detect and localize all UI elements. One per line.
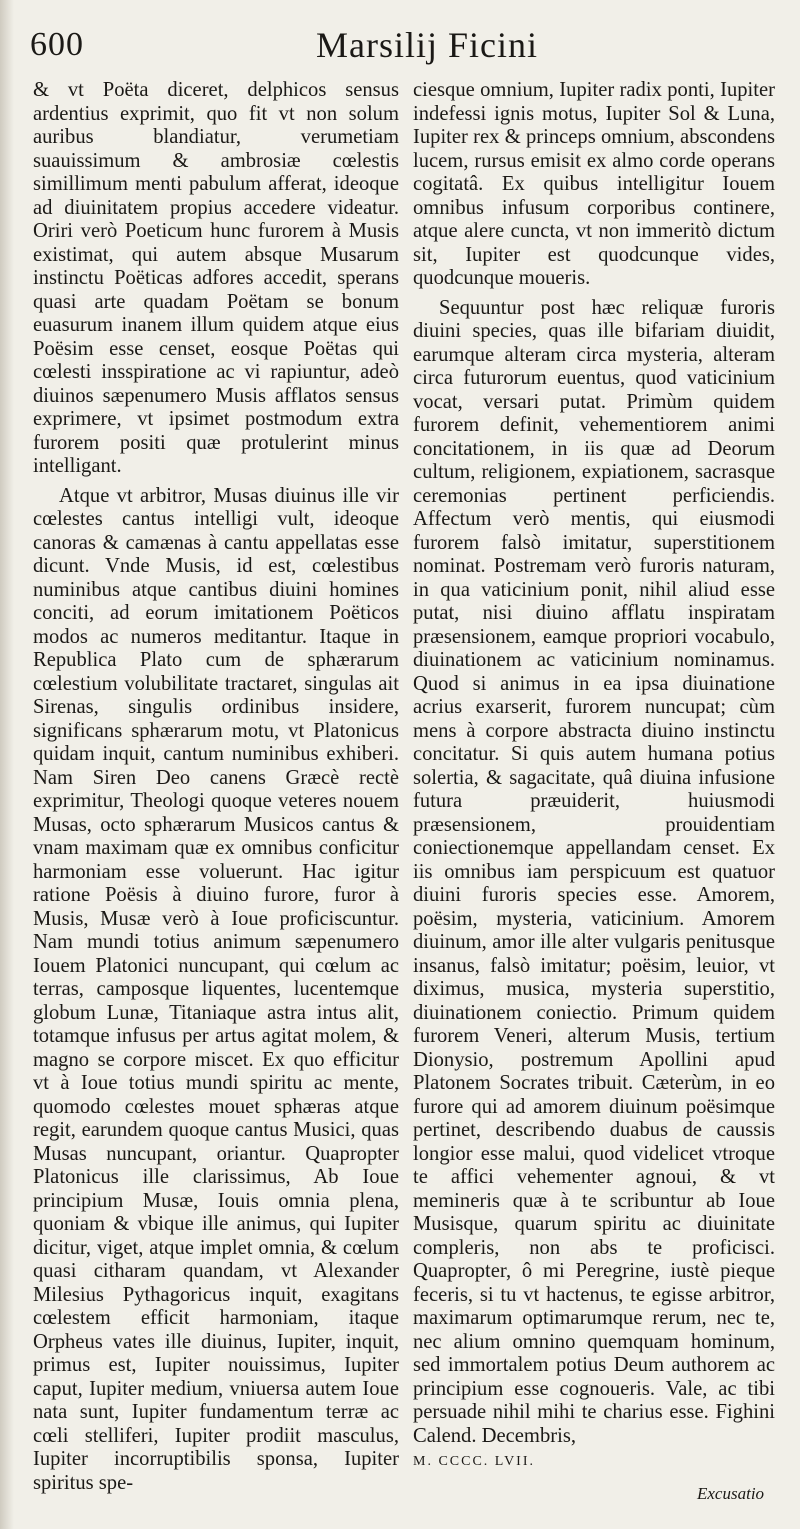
catchword: Excusatio [697, 1484, 765, 1503]
date-line: M. CCCC. LVII. [413, 1454, 536, 1469]
left-paragraph-2: Atque vt arbitror, Musas diuinus ille vir cœlestes cantus intelligi vult, ideoque canoras & camænas à cantu appellatas esse dicunt. Vnde Musis, id est, cœlestibus numinibus atque cantibus diuini homines conciti, ad eorum imitationem Poëticos modos ac numeros meditantur. Itaque in Republica Plato cum de sphærarum cœlestium volubilitate tractaret, singulas ait Sirenas, singulis ordinibus insidere, significans sphærarum motu, vt Platonicus quidam inquit, cantum numinibus exhiberi. Nam Siren Deo canens Græcè rectè exprimitur, Theologi quoque veteres nouem Musas, octo sphærarum Musicos cantus & vnam maximam quæ ex omnibus conficitur harmoniam esse voluerunt. Hac igitur ratione Poësis à diuino furore, furor à Musis, Musæ verò à Ioue proficiscuntur. Nam mundi totius animum sæpenumero Iouem Platonici nuncupant, qui cœlum ac terras, camposque liquentes, lucentemque globum Lunæ, Titaniaque astra intus alit, totamque infusus per artus agitat molem, & magno se corpore miscet. Ex quo efficitur vt à Ioue totius mundi spiritu ac mente, quomodo cœlestes mouet sphæras atque regit, earundem quoque cantus Musici, quas Musas nuncupant, oriantur. Quapropter Platonicus ille clarissimus, Ab Ioue principium Musæ, Iouis omnia plena, quoniam & vbique ille animus, qui Iupiter dicitur, viget, atque implet omnia, & cœlum quasi citharam quandam, vt Alexander Milesius Pythagoricus inquit, exagitans cœlestem efficit harmoniam, itaque Orpheus vates ille diuinus, Iupiter, inquit, primus est, Iupiter nouissimus, Iupiter caput, Iupiter medium, vniuersa autem Ioue nata sunt, Iupiter fundamentum terræ ac cœli stelliferi, Iupiter prodiit masculus, Iupiter incorruptibilis sponsa, Iupiter spiritus spe- [33, 484, 399, 1494]
right-paragraph-1: ciesque omnium, Iupiter radix ponti, Iupiter indefessi ignis motus, Iupiter Sol & Luna, Iupiter rex & princeps omnium, abscondens lucem, rursus emisit ex almo corde operans cogitatâ. Ex quibus intelligitur Iouem omnibus infusum corporibus continere, atque alere cuncta, vt non immeritò dictum sit, Iupiter est quodcunque vides, quodcunque moueris. [413, 79, 775, 289]
page-edge-shadow [0, 0, 14, 1529]
page-number: 600 [30, 26, 84, 63]
left-paragraph-1: & vt Poëta diceret, delphicos sensus ardentius exprimit, quo fit vt non solum auribus blandiatur, verumetiam suauissimum & ambrosiæ cœlestis simillimum menti pabulum afferat, ideoque ad diuinitatem propius accedere videatur. Oriri verò Poeticum hunc furorem à Musis existimat, qui autem absque Musarum instinctu Poëticas adfores accedit, sperans quasi arte quadam Poëtam se bonum euasurum inanem illum quidem atque eius Poësim esse censet, eosque Poëtas qui cœlesti insspiratione ac vi rapiuntur, adeò diuinos sæpenumero Musis afflatos sensus exprimere, vt ipsimet postmodum extra furorem positi quæ protulerint minus intelligant. [33, 79, 399, 477]
left-column [33, 79, 399, 1495]
right-paragraph-2: Sequuntur post hæc reliquæ furoris diuini species, quas ille bifariam diuidit, earumque alteram circa mysteria, alteram circa futurorum euentus, quod vaticinium vocat, versari putat. Primùm quidem furorem definit, vehementiorem animi concitationem, in iis quæ ad Deorum cultum, religionem, expiationem, sacrasque ceremonias pertinent perficiendis. Affectum verò mentis, qui eiusmodi furorem falsò imitatur, superstitionem nominat. Postremam verò furoris naturam, in qua vaticinium ponit, nihil aliud esse putat, nisi diuino afflatu inspiratam præsensionem, eamque propriori vocabulo, diuinationem ac vaticinium nominamus. Quod si animus in ea ipsa diuinatione acrius exarserit, furorem nuncupat; cùm mens à corpore abstracta diuino instinctu concitatur. Si quis autem humana potius solertia, & sagacitate, quâ diuina infusione futura præuiderit, huiusmodi præsensionem, prouidentiam coniectionemque appellandam censet. Ex iis omnibus iam perspicuum est quatuor diuini furoris species esse. Amorem, poësim, mysteria, vaticinium. Amorem diuinum, amor ille alter vulgaris penitusque insanus, falsò imitatur; poësim, leuior, vt diximus, musica, mysteria superstitio, diuinationem coniectio. Primum quidem furorem Veneri, alterum Musis, tertium Dionysio, postremum Apollini apud Platonem Socrates tribuit. Cæterùm, in eo furore qui ad amorem diuinum poësimque pertinet, describendo duabus de caussis longior esse malui, quod videlicet vtroque te affici vehementer agnoui, & vt memineris quæ à te scribuntur ab Ioue Musisque, quarum spiritu ac diuinitate compleris, non abs te proficisci. Quapropter, ô mi Peregrine, iustè pieque feceris, si tu vt hactenus, te egisse arbitror, maximarum optimarumque rerum, nec te, nec alium omnino quemquam hominum, sed immortalem potius Deum authorem ac principium esse cognoueris. Vale, ac tibi persuade nihil mihi te charius esse. Fighini Calend. Decembris, [413, 296, 775, 1447]
right-column [413, 79, 775, 1474]
running-head: Marsilij Ficini [316, 25, 538, 65]
